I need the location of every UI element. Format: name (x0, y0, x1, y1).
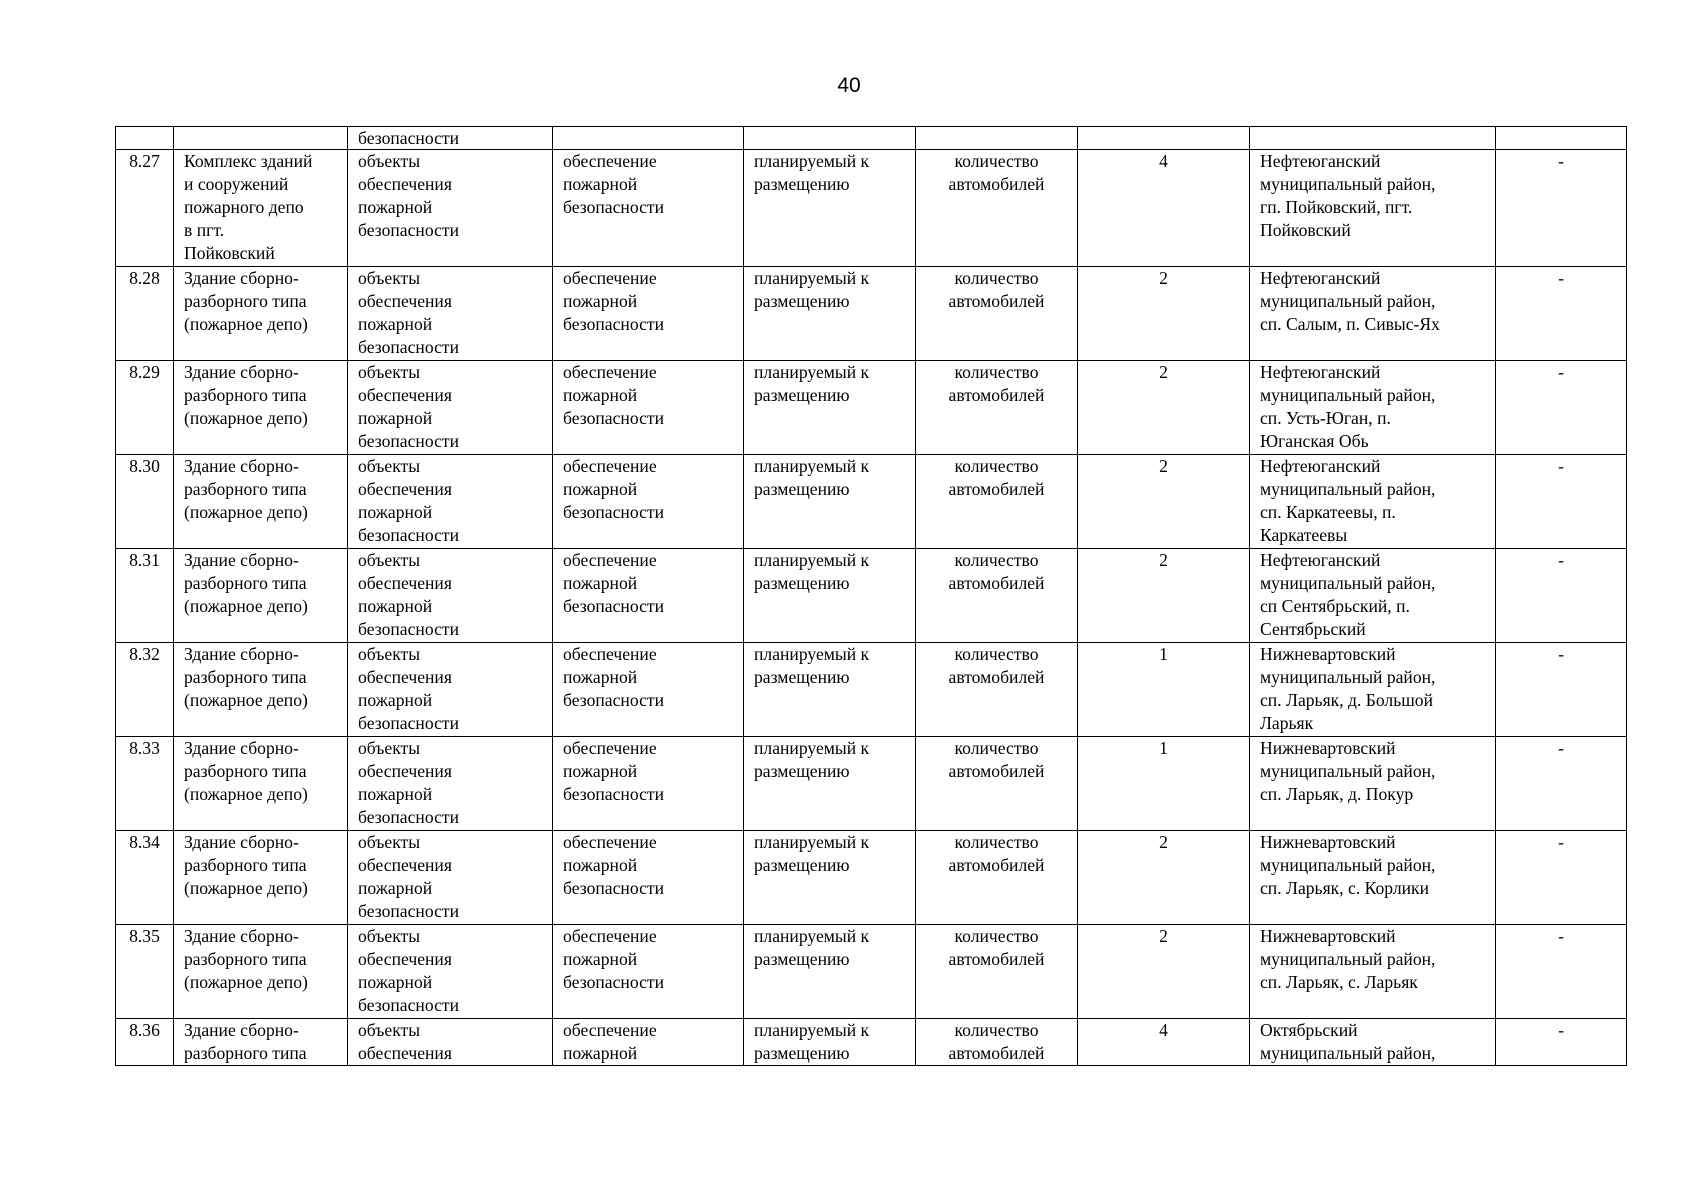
cell-zone: - (1496, 549, 1627, 643)
cell-zone: - (1496, 150, 1627, 267)
cell-purpose: обеспечение пожарной безопасности (553, 925, 744, 1019)
cell-category: объекты обеспечения (348, 1019, 553, 1066)
table-row (116, 643, 1627, 737)
cell-location (1250, 127, 1496, 150)
cell-indicator: количество автомобилей (916, 831, 1078, 925)
cell-zone: - (1496, 643, 1627, 737)
cell-number: 8.36 (116, 1019, 174, 1066)
cell-status (744, 127, 916, 150)
cell-number: 8.34 (116, 831, 174, 925)
cell-zone (1496, 127, 1627, 150)
cell-location: Нефтеюганский муниципальный район, сп. Усть-Юган, п. Юганская Обь (1250, 361, 1496, 455)
cell-status: планируемый к размещению (744, 150, 916, 267)
objects-table (115, 126, 1627, 1066)
cell-indicator: количество автомобилей (916, 549, 1078, 643)
cell-value (1078, 127, 1250, 150)
cell-value: 2 (1078, 361, 1250, 455)
cell-purpose: обеспечение пожарной безопасности (553, 737, 744, 831)
cell-location: Нижневартовский муниципальный район, сп. Ларьяк, с. Корлики (1250, 831, 1496, 925)
cell-purpose: обеспечение пожарной безопасности (553, 361, 744, 455)
cell-category: объекты обеспечения пожарной безопасности (348, 737, 553, 831)
cell-purpose (553, 127, 744, 150)
cell-category: объекты обеспечения пожарной безопасности (348, 150, 553, 267)
cell-indicator (916, 127, 1078, 150)
cell-value: 2 (1078, 831, 1250, 925)
table-row (116, 361, 1627, 455)
cell-value: 4 (1078, 1019, 1250, 1066)
cell-number: 8.29 (116, 361, 174, 455)
cell-name: Здание сборно- разборного типа (пожарное депо) (174, 925, 348, 1019)
cell-zone: - (1496, 1019, 1627, 1066)
cell-zone: - (1496, 455, 1627, 549)
cell-number: 8.28 (116, 267, 174, 361)
cell-number: 8.30 (116, 455, 174, 549)
cell-purpose: обеспечение пожарной безопасности (553, 267, 744, 361)
cell-zone: - (1496, 737, 1627, 831)
table-row (116, 925, 1627, 1019)
cell-location: Нижневартовский муниципальный район, сп. Ларьяк, д. Покур (1250, 737, 1496, 831)
table-row (116, 455, 1627, 549)
cell-category: безопасности (348, 127, 553, 150)
cell-purpose: обеспечение пожарной безопасности (553, 831, 744, 925)
cell-status: планируемый к размещению (744, 455, 916, 549)
cell-name: Здание сборно- разборного типа (пожарное депо) (174, 267, 348, 361)
cell-location: Нефтеюганский муниципальный район, сп. Салым, п. Сивыс-Ях (1250, 267, 1496, 361)
cell-purpose: обеспечение пожарной безопасности (553, 643, 744, 737)
cell-status: планируемый к размещению (744, 643, 916, 737)
table-row (116, 150, 1627, 267)
table-row (116, 267, 1627, 361)
cell-name: Здание сборно- разборного типа (174, 1019, 348, 1066)
cell-zone: - (1496, 831, 1627, 925)
cell-number: 8.31 (116, 549, 174, 643)
cell-status: планируемый к размещению (744, 737, 916, 831)
cell-location: Нефтеюганский муниципальный район, гп. Пойковский, пгт. Пойковский (1250, 150, 1496, 267)
cell-indicator: количество автомобилей (916, 361, 1078, 455)
cell-category: объекты обеспечения пожарной безопасности (348, 643, 553, 737)
cell-number (116, 127, 174, 150)
cell-indicator: количество автомобилей (916, 1019, 1078, 1066)
table-body (116, 127, 1627, 1066)
cell-indicator: количество автомобилей (916, 150, 1078, 267)
cell-indicator: количество автомобилей (916, 925, 1078, 1019)
cell-name: Здание сборно- разборного типа (пожарное депо) (174, 831, 348, 925)
cell-indicator: количество автомобилей (916, 737, 1078, 831)
cell-purpose: обеспечение пожарной безопасности (553, 455, 744, 549)
cell-value: 4 (1078, 150, 1250, 267)
table-row (116, 549, 1627, 643)
cell-category: объекты обеспечения пожарной безопасности (348, 267, 553, 361)
cell-indicator: количество автомобилей (916, 643, 1078, 737)
cell-value: 2 (1078, 455, 1250, 549)
cell-location: Нижневартовский муниципальный район, сп. Ларьяк, с. Ларьяк (1250, 925, 1496, 1019)
cell-indicator: количество автомобилей (916, 455, 1078, 549)
cell-name: Здание сборно- разборного типа (пожарное депо) (174, 737, 348, 831)
cell-status: планируемый к размещению (744, 925, 916, 1019)
cell-name: Здание сборно- разборного типа (пожарное депо) (174, 549, 348, 643)
cell-value: 1 (1078, 737, 1250, 831)
continuation-row (116, 127, 1627, 150)
cell-purpose: обеспечение пожарной (553, 1019, 744, 1066)
cell-status: планируемый к размещению (744, 831, 916, 925)
cell-location: Нефтеюганский муниципальный район, сп Сентябрьский, п. Сентябрьский (1250, 549, 1496, 643)
cell-category: объекты обеспечения пожарной безопасности (348, 831, 553, 925)
cell-status: планируемый к размещению (744, 1019, 916, 1066)
cell-indicator: количество автомобилей (916, 267, 1078, 361)
cell-zone: - (1496, 361, 1627, 455)
cell-number: 8.32 (116, 643, 174, 737)
cell-name: Здание сборно- разборного типа (пожарное депо) (174, 361, 348, 455)
cell-name: Здание сборно- разборного типа (пожарное депо) (174, 643, 348, 737)
cell-purpose: обеспечение пожарной безопасности (553, 150, 744, 267)
table-row (116, 1019, 1627, 1066)
cell-status: планируемый к размещению (744, 361, 916, 455)
cell-value: 2 (1078, 549, 1250, 643)
cell-location: Октябрьский муниципальный район, (1250, 1019, 1496, 1066)
cell-name: Здание сборно- разборного типа (пожарное депо) (174, 455, 348, 549)
cell-category: объекты обеспечения пожарной безопасности (348, 455, 553, 549)
cell-name (174, 127, 348, 150)
cell-number: 8.33 (116, 737, 174, 831)
cell-status: планируемый к размещению (744, 267, 916, 361)
cell-category: объекты обеспечения пожарной безопасности (348, 361, 553, 455)
cell-zone: - (1496, 267, 1627, 361)
cell-category: объекты обеспечения пожарной безопасности (348, 549, 553, 643)
cell-value: 2 (1078, 925, 1250, 1019)
cell-location: Нефтеюганский муниципальный район, сп. Каркатеевы, п. Каркатеевы (1250, 455, 1496, 549)
cell-location: Нижневартовский муниципальный район, сп. Ларьяк, д. Большой Ларьяк (1250, 643, 1496, 737)
cell-purpose: обеспечение пожарной безопасности (553, 549, 744, 643)
cell-value: 2 (1078, 267, 1250, 361)
cell-status: планируемый к размещению (744, 549, 916, 643)
cell-name: Комплекс зданий и сооружений пожарного депо в пгт. Пойковский (174, 150, 348, 267)
table-row (116, 831, 1627, 925)
cell-zone: - (1496, 925, 1627, 1019)
cell-number: 8.35 (116, 925, 174, 1019)
table-row (116, 737, 1627, 831)
page-number: 40 (837, 74, 861, 97)
cell-value: 1 (1078, 643, 1250, 737)
cell-category: объекты обеспечения пожарной безопасности (348, 925, 553, 1019)
cell-number: 8.27 (116, 150, 174, 267)
